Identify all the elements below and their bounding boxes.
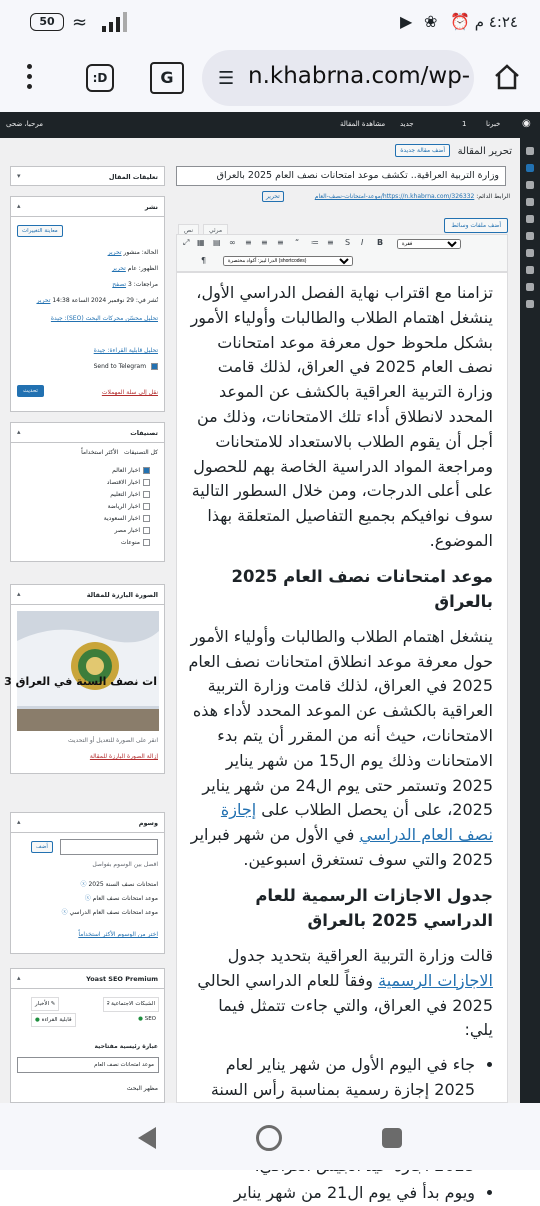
permalink-url[interactable]: https://n.khabrna.com/326332/موعد-امتحانات-نصف-العام <box>314 193 475 200</box>
edit-date-link[interactable]: تحرير <box>36 297 51 304</box>
posts-icon[interactable] <box>526 164 534 172</box>
blockquote-icon[interactable]: “ <box>295 238 300 247</box>
align-left-icon[interactable]: ≡ <box>277 238 284 247</box>
shortcode-select[interactable] <box>223 256 353 266</box>
choose-popular-tags-link[interactable]: اختر من الوسوم الأكثر استخداماً <box>78 931 158 938</box>
categories-tabs <box>81 449 158 456</box>
seo-good-icon: ● <box>138 1016 143 1022</box>
status-line: الحالة: منشور تحرير <box>107 249 158 256</box>
plugins-icon[interactable] <box>526 249 534 257</box>
recents-icon[interactable] <box>382 1128 402 1148</box>
permalink-label: الرابط الدائم: <box>476 193 510 200</box>
tab-popular-categories[interactable]: الأكثر استخداماً <box>81 449 119 456</box>
list-item: • جاء في اليوم الأول من شهر يناير لعام 2025 إجازة رسمية بمناسبة رأس السنة <box>187 1053 475 1127</box>
system-nav-bar <box>0 1103 540 1170</box>
comments-metabox[interactable] <box>10 166 165 186</box>
bold-icon[interactable]: B <box>377 238 384 247</box>
remove-featured-image-link[interactable]: إزالة الصورة البارزة للمقالة <box>89 753 158 760</box>
tab-visual[interactable]: مرئي <box>203 224 228 237</box>
publish-metabox <box>10 196 165 412</box>
admin-greeting[interactable]: مرحبا، ضحى <box>6 120 43 128</box>
extension-icon[interactable]: :D <box>86 64 114 92</box>
permalink <box>315 193 510 200</box>
post-title-input[interactable]: وزارة التربية العراقية.. تكشف موعد امتحانات نصف العام 2025 بالعراق <box>176 166 506 186</box>
align-right-icon[interactable]: ≡ <box>245 238 252 247</box>
format-select[interactable] <box>397 239 461 249</box>
visibility-line: الظهور: عام تحرير <box>112 265 158 272</box>
add-tag-button[interactable]: أضف <box>31 841 53 853</box>
kitchen-sink-icon[interactable]: ▦ <box>197 238 205 247</box>
chevron-up-icon[interactable]: ▴ <box>17 202 21 210</box>
url-text[interactable]: n.khabrna.com/wp- <box>248 63 471 89</box>
tag-item: موعد امتحانات نصف العام الدراسي ⓧ <box>61 909 158 916</box>
heading-exam-date: موعد امتحانات نصف العام 2025 بالعراق <box>231 566 493 612</box>
remove-tag-icon[interactable]: ⓧ <box>84 895 91 902</box>
chevron-down-icon[interactable]: ▾ <box>17 172 21 180</box>
editor-toolbar <box>176 234 508 272</box>
more-tag-icon[interactable]: ▤ <box>213 238 221 247</box>
more-menu-icon[interactable] <box>24 64 34 94</box>
admin-site-name[interactable]: خبرنا <box>486 120 501 128</box>
pages-icon[interactable] <box>526 198 534 206</box>
add-new-post-button[interactable]: أضف مقالة جديدة <box>395 144 450 157</box>
signal-icon <box>100 12 128 32</box>
wp-page <box>0 138 540 1203</box>
settings-icon[interactable] <box>526 300 534 308</box>
address-bar[interactable] <box>202 50 474 106</box>
home-icon[interactable] <box>492 62 522 92</box>
edit-permalink-button[interactable]: تحرير <box>262 191 284 202</box>
featured-image-hint: انقر على الصورة للتعديل أو التحديث <box>68 737 158 744</box>
italic-icon[interactable]: I <box>361 238 364 247</box>
comments-icon[interactable] <box>526 215 534 223</box>
post-content[interactable] <box>176 272 508 1203</box>
yoast-tabs <box>31 997 159 1033</box>
focus-keyphrase-label: عبارة رئيسية مفتاحية <box>94 1043 158 1050</box>
category-item[interactable]: اخبار الاقتصاد <box>107 479 150 486</box>
admin-new[interactable]: جديد <box>400 120 414 128</box>
tab-all-categories[interactable]: كل التصنيفات <box>124 449 158 456</box>
category-item[interactable]: اخبار السعودية <box>104 515 150 522</box>
edit-status-link[interactable]: تحرير <box>107 249 122 256</box>
tab-text[interactable]: نص <box>178 224 199 237</box>
back-icon[interactable] <box>138 1127 156 1149</box>
yoast-title: Yoast SEO Premium <box>86 975 158 983</box>
category-item[interactable]: اخبار مصر <box>114 527 150 534</box>
categories-title: تصنيفات <box>130 429 158 437</box>
category-item[interactable]: اخبار العالم <box>112 467 150 474</box>
tab-seo[interactable]: ● SEO <box>138 1016 156 1022</box>
users-icon[interactable] <box>526 266 534 274</box>
edit-visibility-link[interactable]: تحرير <box>112 265 126 272</box>
tag-item: موعد امتحانات نصف العام ⓧ <box>84 895 158 902</box>
editor-sidebar <box>4 138 165 1103</box>
featured-image-metabox <box>4 584 165 774</box>
paragraph-intro: تزامنا مع اقتراب نهاية الفصل الدراسي الأول، ينشغل اهتمام الطلاب والطالبات وأولياء الأمور بشكل ملحوظ حول معرفة موعد امتحانات نصف العام 2025 في العراق، لذلك قامت وزارة التربية العراقية بالكشف عن الموعد المحدد لانطلاق أداء تلك الامتحانات، وذلك من أجل أن يقوم الطلاب بالاستعداد للامتحانات ومراجعة المواد الدراسية الخاصة بهم للحصول على أعلى الدرجات، ومن خلال السطور التالية سوف نوافيكم بجميع التفاصيل المتعلقة بهذا الموضوع. <box>190 283 493 550</box>
wp-logo-icon[interactable]: ◉ <box>522 118 531 129</box>
chevron-up-icon[interactable]: ▴ <box>17 590 21 598</box>
chevron-up-icon[interactable]: ▴ <box>17 428 21 436</box>
numbered-list-icon[interactable]: ≔ <box>311 238 319 247</box>
tag-input[interactable] <box>60 839 158 855</box>
update-button[interactable]: تحديث <box>17 385 44 397</box>
wifi-icon: ≈ <box>72 12 88 33</box>
align-center-icon[interactable]: ≡ <box>261 238 268 247</box>
admin-comments[interactable]: 1 <box>462 120 467 128</box>
preview-changes-button[interactable]: معاينة التغييرات <box>17 225 63 237</box>
tags-metabox <box>10 812 165 954</box>
chevron-up-icon[interactable]: ▴ <box>17 974 21 982</box>
featured-image-art <box>4 611 159 731</box>
paragraph-holidays: قالت وزارة التربية العراقية بتحديد جدول الاجازات الرسمية وفقاً للعام الدراسي الحالي 2025 في العراق، والتي جاءت تتمثل فيما يلي: <box>197 945 493 1040</box>
yoast-metabox <box>10 968 165 1103</box>
dashboard-icon[interactable] <box>526 147 534 155</box>
translate-icon[interactable]: G <box>150 62 184 94</box>
editor-column <box>170 138 520 1203</box>
readability-good-icon: ● <box>35 1017 40 1023</box>
paragraph-exam-date: ينشغل اهتمام الطلاب والطالبات وأولياء الأمور حول معرفة موعد انطلاق امتحانات نصف العام 2025 في العراق، لذلك قامت وزارة التربية العراقية بالكشف عن الموعد المحدد لأداء هذه الامتحانات، حيث أنه من المقرر أن يتم بدء الامتحانات وذلك يوم ال15 من شهر يناير 2025 وتستمر حتى يوم ال24 من شهر يناير 2025، على أن يحصل الطلاب على إجازة نصف العام الدراسي في الأول من شهر فبراير 2025 والتي سوف تستغرق اسبوعين. <box>188 626 493 870</box>
tab-readability[interactable]: ● قابلية القراءة <box>31 1013 76 1027</box>
tools-icon[interactable] <box>526 283 534 291</box>
remove-tag-icon[interactable]: ⓧ <box>80 881 87 888</box>
categories-metabox <box>10 422 165 562</box>
clock: ٤:٢٤ م <box>474 13 518 31</box>
site-settings-icon[interactable]: ☰ <box>218 68 235 89</box>
admin-view-post[interactable]: مشاهدة المقالة <box>340 120 386 128</box>
tab-social[interactable]: ⫂ الشبكات الاجتماعية <box>103 997 159 1012</box>
tags-hint: افصل بين الوسوم بفواصل <box>92 861 158 868</box>
bullet-list-icon[interactable]: ≡ <box>327 238 334 247</box>
home-nav-icon[interactable] <box>256 1125 282 1151</box>
heading-holidays: جدول الاجازات الرسمية للعام الدراسي 2025 بالعراق <box>255 885 493 931</box>
tags-title: وسوم <box>138 819 158 827</box>
publish-title: نشر <box>144 203 158 211</box>
tab-schema[interactable]: الأخبار ✎ <box>31 997 59 1011</box>
chevron-up-icon[interactable]: ▴ <box>17 818 21 826</box>
featured-image[interactable] <box>4 611 159 731</box>
category-item[interactable]: منوعات <box>121 539 150 546</box>
add-media-button[interactable]: أضف ملفات وسائط <box>444 218 508 233</box>
paragraph-icon[interactable]: ¶ <box>201 256 207 265</box>
list-item: • ويوم بدأ في يوم ال21 من شهر يناير <box>187 1181 475 1206</box>
browse-revisions-link[interactable]: تصفح <box>112 281 127 288</box>
fan-icon: ❀ <box>424 12 438 31</box>
comments-metabox-title: تعليقات المقال <box>108 173 158 181</box>
browser-toolbar <box>0 46 540 112</box>
link-official-holidays[interactable]: الاجازات الرسمية <box>378 970 493 990</box>
link-midyear-holiday[interactable]: إجازة نصف العام الدراسي <box>220 800 493 845</box>
fullscreen-icon[interactable]: ⤢ <box>183 238 190 247</box>
revisions-line: مراجعات: 3 تصفح <box>112 281 158 288</box>
seo-score-line[interactable]: تحليل محسّن محركات البحث (SEO): جيدة <box>50 315 158 322</box>
serp-section[interactable]: مظهر البحث <box>126 1085 158 1092</box>
featured-image-caption: ات نصف السنة في العراق 3 <box>4 675 157 688</box>
readability-line[interactable]: تحليل قابلية القراءة: جيدة <box>93 347 158 354</box>
published-on-line: نُشر في: 29 نوفمبر 2024 الساعة 14:38 تحرير <box>36 297 158 304</box>
move-to-trash-link[interactable]: نقل إلى سلة المهملات <box>101 389 158 396</box>
tag-item: امتحانات نصف السنة 2025 ⓧ <box>80 881 158 888</box>
category-item[interactable]: اخبار التعليم <box>110 491 150 498</box>
category-item[interactable]: اخبار الرياضة <box>108 503 150 510</box>
telegram-line[interactable]: Send to Telegram <box>94 363 158 370</box>
media-icon[interactable] <box>526 181 534 189</box>
strike-icon[interactable]: S <box>345 238 351 247</box>
focus-keyphrase-input[interactable]: موعد امتحانات نصف العام <box>17 1057 159 1073</box>
alarm-icon: ⏰ <box>450 12 470 31</box>
battery-icon: 50 <box>30 13 64 31</box>
wp-admin-bar <box>0 112 540 138</box>
page-title: تحرير المقالة <box>457 146 512 157</box>
remove-tag-icon[interactable]: ⓧ <box>61 909 68 916</box>
featured-image-title: الصورة البارزة للمقالة <box>86 591 158 599</box>
appearance-icon[interactable] <box>526 232 534 240</box>
link-icon[interactable]: ∞ <box>229 238 236 247</box>
status-bar <box>0 0 540 46</box>
play-icon: ▶ <box>400 12 413 31</box>
admin-menu <box>520 138 540 1103</box>
